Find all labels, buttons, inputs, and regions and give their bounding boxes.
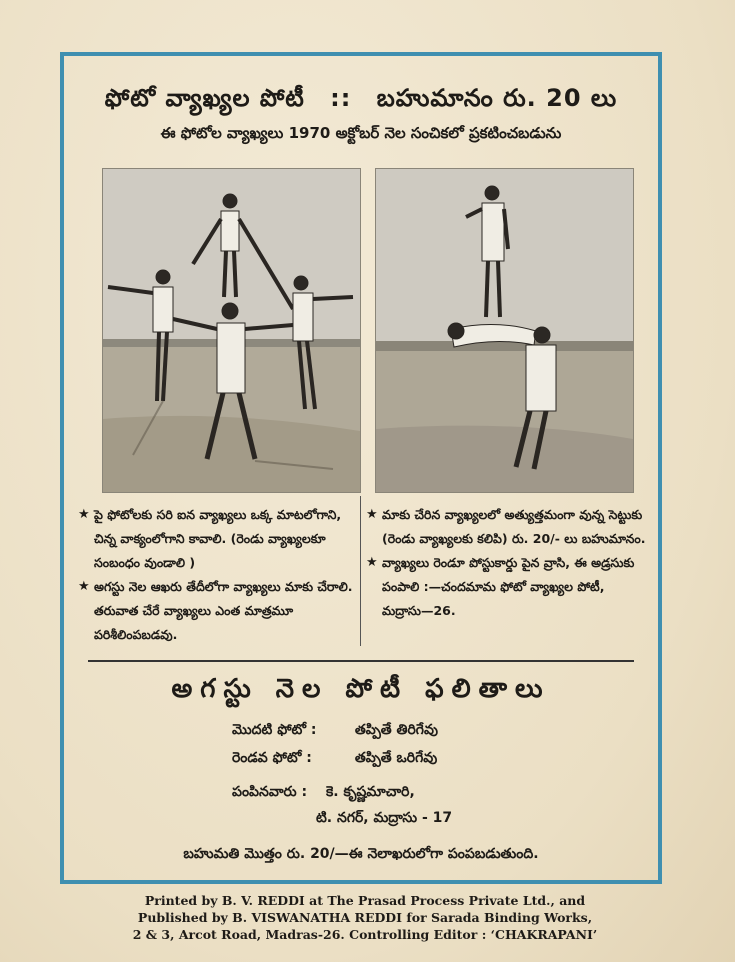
- star-icon: ★: [366, 555, 378, 570]
- contest-prize: బహుమానం రు. 20 లు: [376, 84, 618, 112]
- title-separator: ::: [330, 84, 352, 112]
- contest-subtitle: ఈ ఫోటోల వ్యాఖ్యలు 1970 అక్టోబర్ నెల సంచికలో ప్రకటించబడును: [160, 124, 562, 142]
- sender-address: టి. నగర్, మద్రాసు - 17: [316, 810, 453, 826]
- rule-text: పై ఫోటోలకు సరి ఐన వ్యాఖ్యలు ఒక్క మాటలోగాని, చిన్న వాక్యంలోగాని కావాలి. (రెండు వ్యాఖ్యలకూ సంబంధం వుండాలి ): [94, 507, 342, 570]
- section-divider: [88, 660, 634, 662]
- rule-text: అగస్టు నెల ఆఖరు తేదీలోగా వ్యాఖ్యలు మాకు చేరాలి. తరువాత చేరే వ్యాఖ్యలు ఎంత మాత్రమూ పరిశీలింపబడవు.: [94, 579, 353, 642]
- star-icon: ★: [78, 507, 90, 522]
- contest-photo-2: [375, 168, 634, 493]
- imprint-line: 2 & 3, Arcot Road, Madras-26. Controlling Editor : ‘CHAKRAPANI’: [132, 927, 598, 942]
- result-first-photo: [232, 722, 438, 741]
- rule-item: [366, 551, 646, 623]
- contest-panel: [60, 52, 662, 884]
- result-label: రెండవ ఫోటో :: [232, 750, 312, 766]
- contest-photo-1: [102, 168, 361, 493]
- human-pyramid-photo: [103, 169, 360, 492]
- result-label: మొదటి ఫోటో :: [232, 722, 317, 738]
- rule-text: మాకు చేరిన వ్యాఖ్యలలో అత్యుత్తమంగా వున్న సెట్టుకు (రెండు వ్యాఖ్యలకు కలిపి) రు. 20/- లు బహుమానం.: [382, 507, 646, 546]
- rule-item: [366, 503, 646, 551]
- sender-name: కె. కృష్ణమాచారి,: [326, 784, 415, 800]
- rule-text: వ్యాఖ్యలు రెండూ పోస్టుకార్డు పైన వ్రాసి, ఈ అడ్రసుకు పంపాలి :—చందమామ ఫోటో వ్యాఖ్యల పోటీ, మద్రాసు—26.: [382, 555, 635, 618]
- balancing-act-photo: [376, 169, 633, 492]
- printer-imprint: [70, 892, 660, 943]
- rules-column-left: [78, 503, 354, 647]
- contest-title-name: ఫోటో వ్యాఖ్యల పోటీ: [104, 84, 305, 112]
- results-heading: అగస్టు నెల పోటీ ఫలితాలు: [171, 674, 551, 704]
- rules-column-right: [366, 503, 646, 623]
- result-second-photo: [232, 750, 437, 769]
- rule-item: [78, 575, 354, 647]
- star-icon: ★: [366, 507, 378, 522]
- result-caption: తప్పితే తిరిగేవు: [354, 722, 438, 738]
- result-caption: తప్పితే ఒరిగేవు: [354, 750, 438, 766]
- sender-label: పంపినవారు :: [232, 784, 308, 800]
- contest-title: [64, 84, 658, 118]
- column-divider: [360, 496, 361, 646]
- imprint-line: Published by B. VISWANATHA REDDI for Sarada Binding Works,: [137, 910, 593, 925]
- prize-note: బహుమతి మొత్తం రు. 20/—ఈ నెలాఖరులోగా పంపబడుతుంది.: [183, 846, 539, 862]
- star-icon: ★: [78, 579, 90, 594]
- rule-item: [78, 503, 354, 575]
- imprint-line: Printed by B. V. REDDI at The Prasad Process Private Ltd., and: [144, 893, 586, 908]
